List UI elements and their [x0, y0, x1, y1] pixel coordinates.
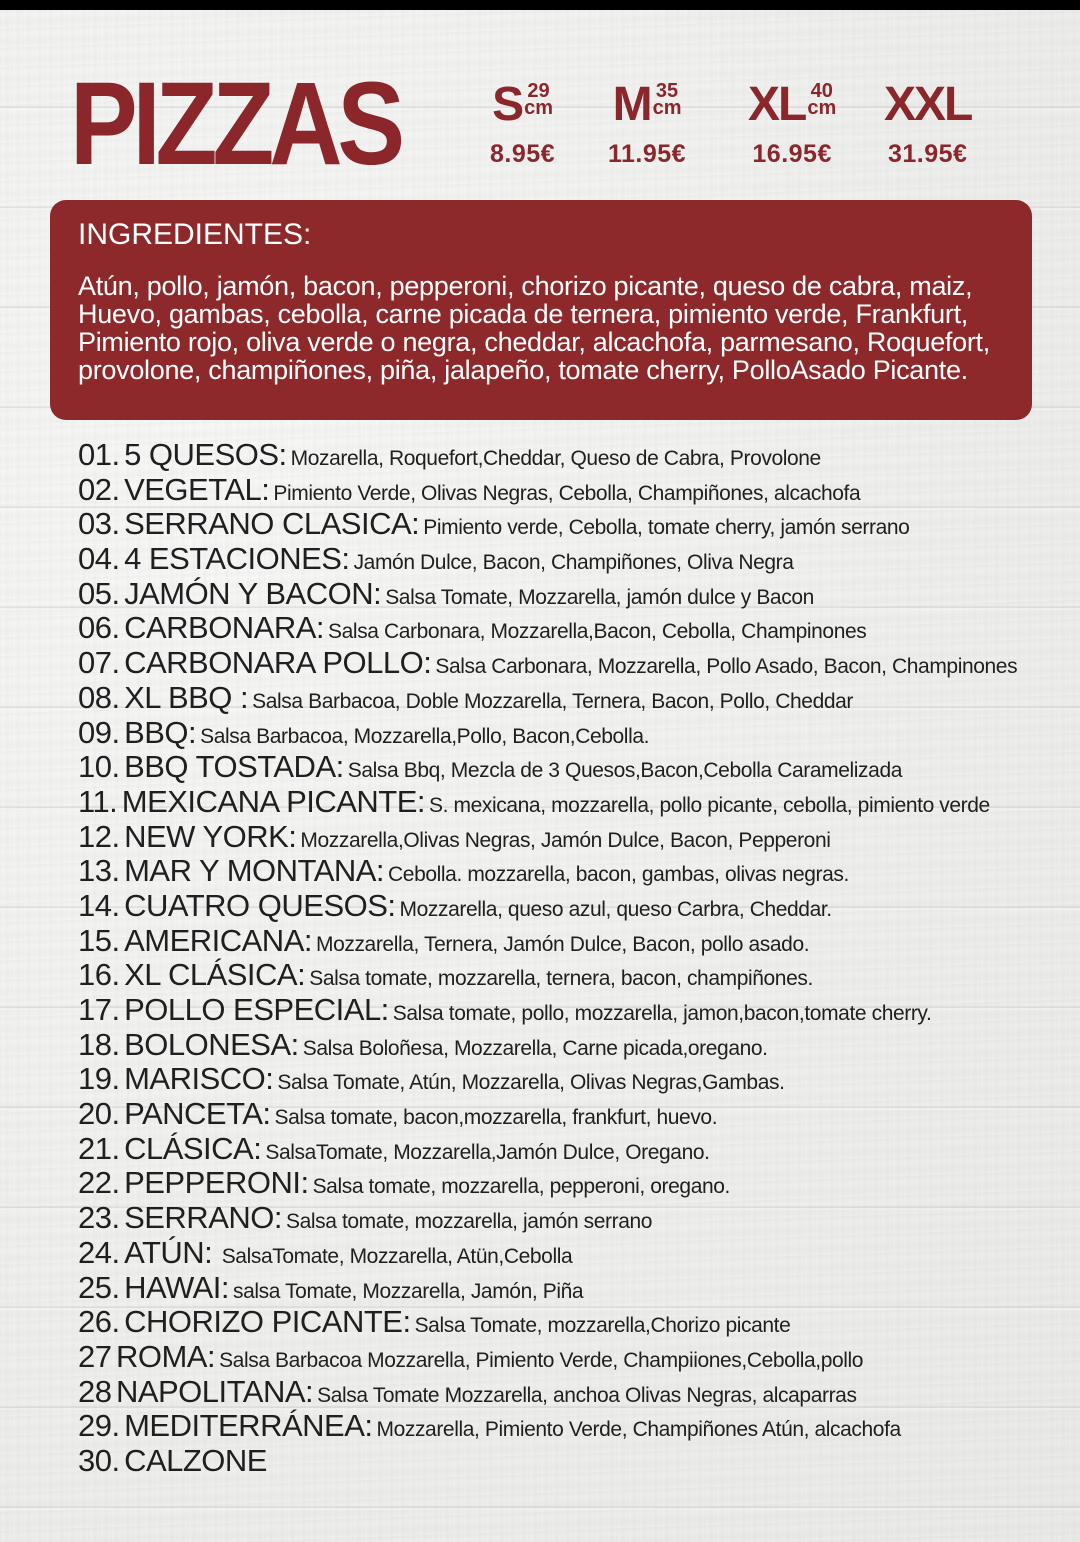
ingredients-line: Pimiento rojo, oliva verde o negra, cheddar, alcachofa, parmesano, Roquefort,	[78, 327, 990, 357]
item-number: 05.	[78, 576, 120, 611]
item-ingredients: Salsa tomate, mozzarella, jamón serrano	[285, 1210, 653, 1234]
ingredients-list	[78, 272, 1004, 384]
item-name: CUATRO QUESOS:	[124, 888, 396, 923]
item-ingredients: Salsa Barbacoa, Mozzarella,Pollo, Bacon,Cebolla.	[200, 724, 650, 748]
menu-item	[78, 820, 1068, 855]
item-ingredients: SalsaTomate, Mozzarella,Jamón Dulce, Oregano.	[265, 1140, 710, 1164]
item-number: 26.	[78, 1305, 120, 1340]
item-ingredients: salsa Tomate, Mozzarella, Jamón, Piña	[233, 1279, 584, 1303]
size-code: S	[492, 78, 523, 131]
item-ingredients: Salsa tomate, mozzarella, ternera, bacon, champiñones.	[309, 967, 813, 991]
menu-item	[78, 1340, 1068, 1375]
size-cm: 40	[810, 80, 833, 102]
item-number: 30.	[78, 1443, 120, 1478]
item-name: PANCETA:	[124, 1097, 271, 1132]
size-price: 8.95€	[490, 140, 556, 168]
item-number: 15.	[78, 923, 120, 958]
item-name: NEW YORK:	[124, 819, 297, 854]
item-number: 25.	[78, 1270, 120, 1305]
item-number: 18.	[78, 1027, 120, 1062]
item-name: SERRANO CLASICA:	[124, 507, 420, 542]
menu-item	[78, 473, 1068, 508]
item-ingredients: SalsaTomate, Mozzarella, Atün,Cebolla	[216, 1244, 573, 1268]
item-ingredients: Salsa Tomate Mozzarella, anchoa Olivas Negras, alcaparras	[317, 1383, 857, 1407]
item-name: BBQ:	[124, 715, 197, 750]
item-ingredients: Mozzarella,Olivas Negras, Jamón Dulce, Bacon, Pepperoni	[300, 828, 831, 852]
item-ingredients: Mozzarella, Ternera, Jamón Dulce, Bacon, pollo asado.	[315, 932, 810, 956]
menu-item	[78, 1305, 1068, 1340]
item-number: 23.	[78, 1201, 120, 1236]
item-ingredients: Salsa Tomate, Mozzarella, jamón dulce y Bacon	[385, 585, 814, 609]
ingredients-title: INGREDIENTES:	[78, 218, 312, 251]
item-name: ROMA:	[115, 1339, 216, 1374]
item-ingredients: Salsa Tomate, Atún, Mozzarella, Olivas Negras,Gambas.	[277, 1071, 785, 1095]
item-name: XL CLÁSICA:	[124, 958, 306, 993]
item-name: ATÚN:	[124, 1235, 213, 1270]
pizza-list	[78, 438, 1068, 1479]
menu-item	[78, 1166, 1068, 1201]
item-number: 12.	[78, 819, 120, 854]
menu-item	[78, 438, 1068, 473]
item-number: 04.	[78, 542, 120, 577]
menu-item	[78, 646, 1068, 681]
menu-item	[78, 611, 1068, 646]
menu-item	[78, 1409, 1068, 1444]
size-unit: cm	[807, 97, 837, 119]
menu-item	[78, 1062, 1068, 1097]
item-number: 13.	[78, 854, 120, 889]
menu-item	[78, 507, 1068, 542]
item-name: BOLONESA:	[124, 1027, 299, 1062]
item-ingredients: S. mexicana, mozzarella, pollo picante, cebolla, pimiento verde	[429, 793, 990, 817]
item-number: 07.	[78, 646, 120, 681]
size-code: XXL	[884, 78, 972, 131]
menu-item	[78, 1271, 1068, 1306]
ingredients-line: provolone, champiñones, piña, jalapeño, tomate cherry, PolloAsado Picante.	[78, 355, 968, 385]
ingredients-line: Huevo, gambas, cebolla, carne picada de ternera, pimiento verde, Frankfurt,	[78, 299, 968, 329]
ingredients-line: Atún, pollo, jamón, bacon, pepperoni, chorizo picante, queso de cabra, maiz,	[78, 271, 973, 301]
menu-item	[78, 577, 1068, 612]
size-code: M	[612, 78, 651, 131]
item-ingredients: Salsa Carbonara, Mozzarella, Pollo Asado, Bacon, Champinones	[435, 655, 1018, 679]
item-ingredients: Mozarella, Roquefort,Cheddar, Queso de Cabra, Provolone	[290, 447, 821, 470]
item-number: 08.	[78, 680, 120, 715]
item-number: 06.	[78, 611, 120, 646]
menu-item	[78, 854, 1068, 889]
menu-item	[78, 785, 1068, 820]
item-name: CLÁSICA:	[124, 1131, 262, 1166]
item-number: 11.	[78, 784, 118, 819]
item-number: 02.	[78, 472, 120, 507]
item-name: MEDITERRÁNEA:	[124, 1409, 373, 1444]
item-number: 24.	[78, 1235, 120, 1270]
item-ingredients: Salsa Bbq, Mezcla de 3 Quesos,Bacon,Cebolla Caramelizada	[347, 759, 902, 783]
item-name: SERRANO:	[124, 1201, 282, 1236]
item-number: 17.	[78, 993, 120, 1027]
item-name: NAPOLITANA:	[115, 1374, 314, 1409]
size-price: 31.95€	[887, 140, 968, 168]
item-ingredients: Jamón Dulce, Bacon, Champiñones, Oliva Negra	[353, 551, 794, 575]
menu-item	[78, 1236, 1068, 1271]
item-name: CARBONARA POLLO:	[124, 646, 432, 681]
item-number: 28	[78, 1374, 112, 1409]
item-name: 5 QUESOS:	[124, 438, 287, 472]
item-number: 10.	[78, 750, 120, 785]
item-name: VEGETAL:	[124, 472, 270, 507]
size-price: 16.95€	[752, 140, 832, 168]
menu-item	[78, 924, 1068, 959]
item-ingredients: Salsa Tomate, mozzarella,Chorizo picante	[414, 1314, 791, 1338]
menu-item	[78, 681, 1068, 716]
item-name: JAMÓN Y BACON:	[124, 576, 382, 611]
item-ingredients: Salsa Carbonara, Mozzarella,Bacon, Cebolla, Champinones	[328, 620, 867, 644]
item-ingredients: Mozzarella, queso azul, queso Carbra, Cheddar.	[399, 897, 832, 921]
item-number: 19.	[78, 1062, 120, 1097]
item-ingredients: Salsa tomate, mozzarella, pepperoni, oregano.	[312, 1175, 730, 1199]
menu-item	[78, 889, 1068, 924]
item-name: 4 ESTACIONES:	[124, 542, 350, 577]
item-ingredients: Salsa Barbacoa, Doble Mozzarella, Ternera, Bacon, Pollo, Cheddar	[252, 689, 854, 713]
item-name: CHORIZO PICANTE:	[124, 1305, 411, 1340]
menu-item	[78, 1132, 1068, 1167]
item-number: 09.	[78, 715, 120, 750]
item-name: HAWAI:	[124, 1270, 229, 1305]
item-name: POLLO ESPECIAL:	[124, 993, 389, 1027]
menu-item	[78, 542, 1068, 577]
item-number: 14.	[78, 888, 120, 923]
item-number: 27	[78, 1339, 112, 1374]
item-name: PEPPERONI:	[124, 1166, 309, 1201]
size-s	[490, 80, 555, 169]
size-xxl	[884, 80, 971, 169]
item-ingredients: Salsa tomate, pollo, mozzarella, jamon,bacon,tomate cherry.	[392, 1002, 932, 1025]
size-unit: cm	[524, 97, 553, 119]
item-ingredients: Mozzarella, Pimiento Verde, Champiñones Atún, alcachofa	[376, 1418, 901, 1442]
item-ingredients: Pimiento Verde, Olivas Negras, Cebolla, Champiñones, alcachofa	[273, 481, 861, 505]
size-code: XL	[748, 78, 806, 131]
page-title: PIZZAS	[70, 58, 400, 190]
menu-item	[78, 1028, 1068, 1063]
item-number: 01.	[78, 438, 120, 472]
item-ingredients: Salsa tomate, bacon,mozzarella, frankfurt, huevo.	[274, 1106, 718, 1130]
menu-item	[78, 958, 1068, 993]
item-number: 22.	[78, 1166, 120, 1201]
item-number: 21.	[78, 1131, 120, 1166]
item-name: BBQ TOSTADA:	[124, 750, 344, 785]
menu-item	[78, 1444, 1068, 1479]
item-name: MAR Y MONTANA:	[124, 854, 385, 889]
size-price: 11.95€	[608, 140, 687, 168]
size-cm: 35	[655, 80, 679, 102]
menu-item	[78, 993, 1068, 1028]
item-number: 29.	[78, 1409, 120, 1444]
menu-item	[78, 1201, 1068, 1236]
item-ingredients: Pimiento verde, Cebolla, tomate cherry, jamón serrano	[423, 516, 910, 540]
size-cm: 29	[527, 80, 550, 102]
size-xl	[748, 80, 836, 169]
item-ingredients: Cebolla. mozzarella, bacon, gambas, olivas negras.	[388, 863, 849, 887]
item-name: CALZONE	[124, 1443, 267, 1478]
ingredients-panel	[50, 200, 1032, 420]
menu-item	[78, 1375, 1068, 1410]
item-number: 16.	[78, 958, 120, 993]
item-name: MEXICANA PICANTE:	[121, 784, 426, 819]
item-name: AMERICANA:	[124, 923, 312, 958]
menu-item	[78, 1097, 1068, 1132]
item-name: MARISCO:	[124, 1062, 274, 1097]
size-m	[608, 80, 686, 169]
item-name: CARBONARA:	[124, 611, 325, 646]
menu-item	[78, 716, 1068, 751]
size-unit: cm	[652, 97, 682, 119]
item-number: 20.	[78, 1097, 120, 1132]
menu-item	[78, 750, 1068, 785]
menu-page	[0, 10, 1080, 1542]
item-ingredients: Salsa Boloñesa, Mozzarella, Carne picada,oregano.	[302, 1036, 768, 1060]
item-number: 03.	[78, 507, 120, 542]
item-ingredients: Salsa Barbacoa Mozzarella, Pimiento Verde, Champiiones,Cebolla,pollo	[219, 1348, 864, 1372]
item-name: XL BBQ :	[124, 680, 249, 715]
